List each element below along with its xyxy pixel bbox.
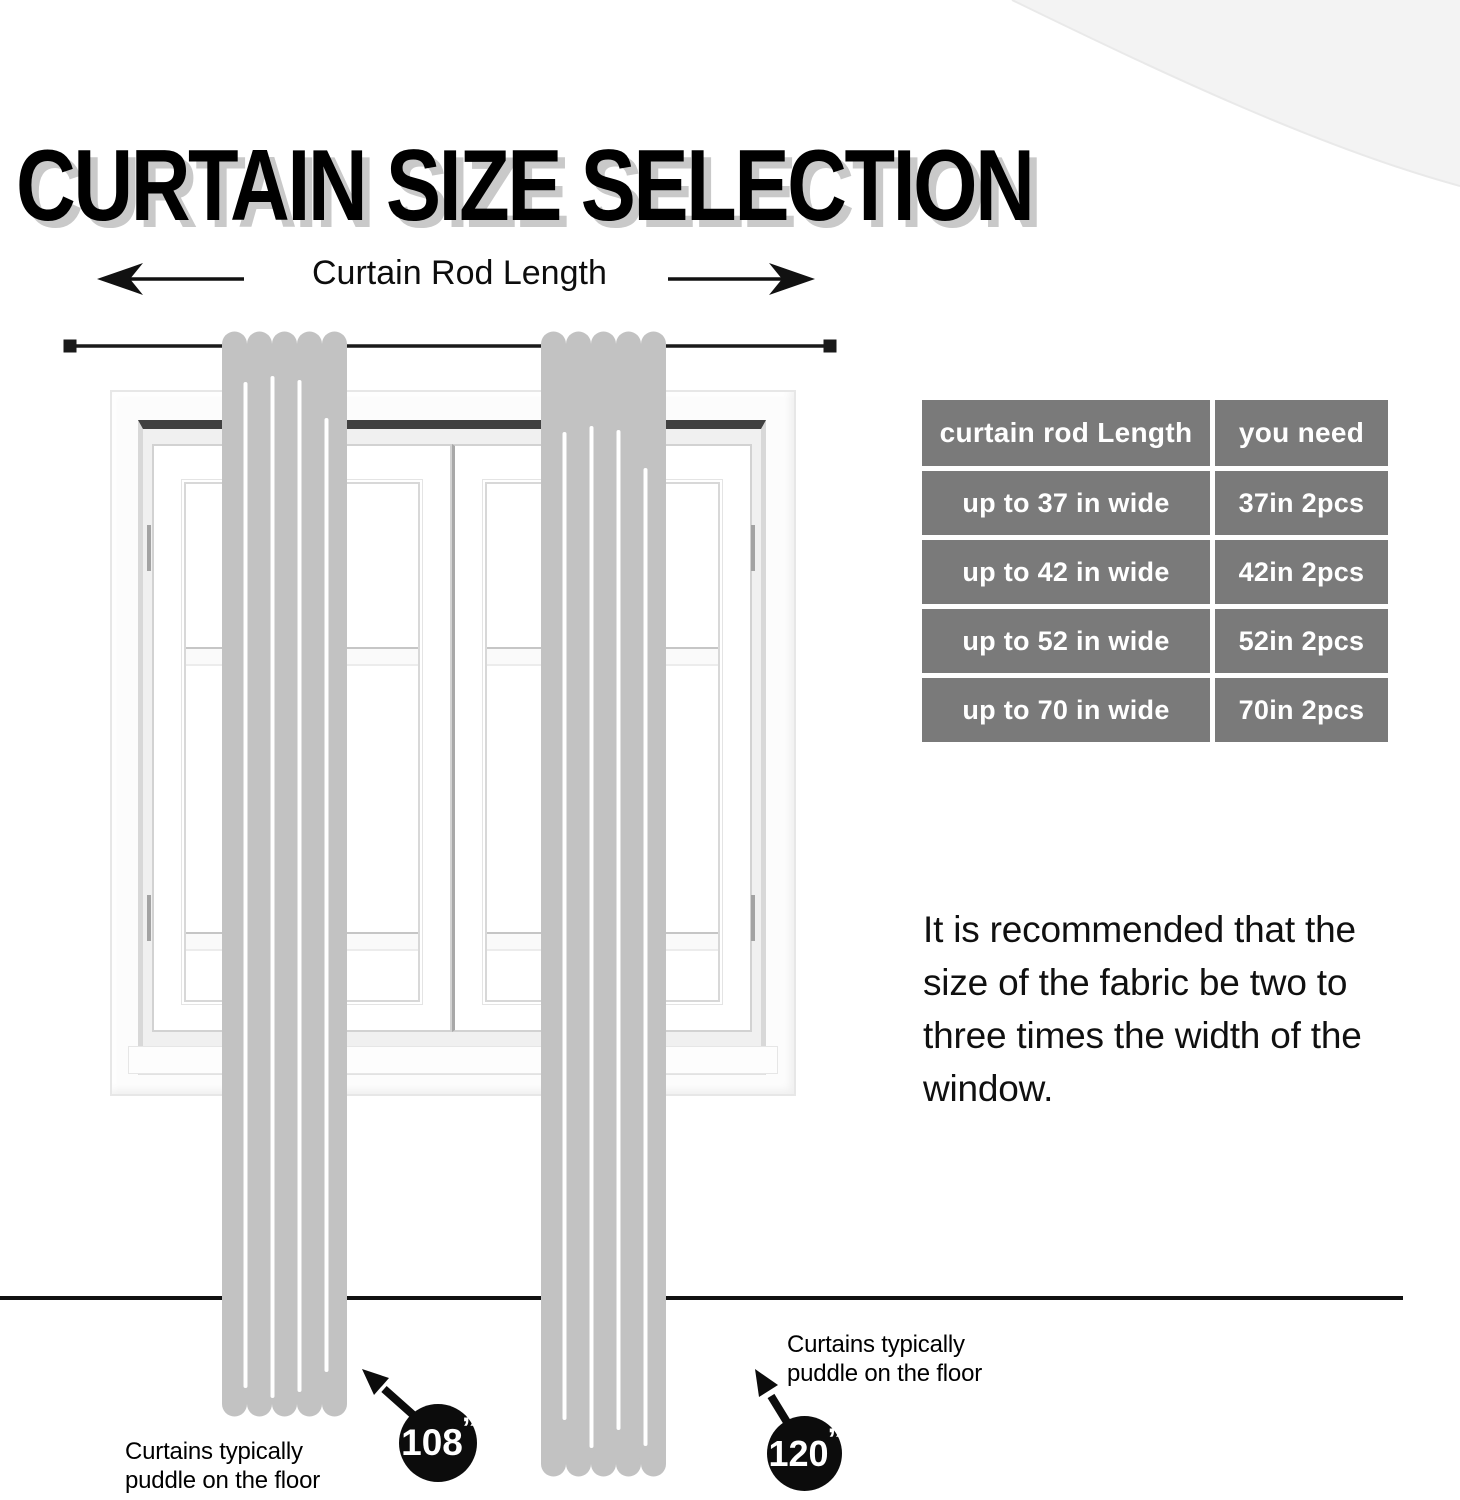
- curtain-rod: [64, 340, 837, 353]
- window-hinge: [751, 895, 755, 941]
- table-header-rod-length: curtain rod Length: [922, 400, 1210, 466]
- size-badge-108: [399, 1404, 477, 1482]
- window-muntin: [186, 932, 418, 951]
- annotation-puddle-right: [787, 1331, 982, 1389]
- table-header-you-need: you need: [1215, 400, 1388, 466]
- window-casement-right: [452, 444, 753, 1032]
- window-casement-left: [152, 444, 452, 1032]
- rod-length-arrow-left: [97, 263, 244, 295]
- table-cell-rod-length: up to 42 in wide: [922, 540, 1210, 604]
- page-title: CURTAIN SIZE SELECTION: [16, 129, 1033, 242]
- window-hinge: [147, 895, 151, 941]
- table-cell-you-need: 52in 2pcs: [1215, 609, 1388, 673]
- table-cell-you-need: 42in 2pcs: [1215, 540, 1388, 604]
- table-cell-rod-length: up to 70 in wide: [922, 678, 1210, 742]
- window-muntin: [186, 647, 418, 666]
- window-sashes: [152, 444, 752, 1032]
- window-muntin: [487, 647, 719, 666]
- annotation-line: puddle on the floor: [787, 1359, 983, 1387]
- window-glass: [184, 482, 420, 1002]
- window-hinge: [147, 525, 151, 571]
- table-cell-rod-length: up to 52 in wide: [922, 609, 1210, 673]
- rod-length-arrow-right: [668, 263, 815, 295]
- window-glass: [485, 482, 721, 1002]
- rod-length-label: Curtain Rod Length: [312, 254, 607, 292]
- window-hinge: [751, 525, 755, 571]
- size-badge-value: 108: [401, 1422, 463, 1463]
- table-cell-you-need: 70in 2pcs: [1215, 678, 1388, 742]
- window-muntin: [487, 932, 719, 951]
- annotation-puddle-left: [125, 1438, 320, 1496]
- recommendation-text: It is recommended that the size of the fabric be two to three times the width of the window.: [923, 909, 1362, 1109]
- table-cell-you-need: 37in 2pcs: [1215, 471, 1388, 535]
- size-badge-value: 120: [768, 1432, 829, 1474]
- annotation-line: Curtains typically: [787, 1331, 965, 1358]
- size-table: [922, 400, 1388, 742]
- annotation-line: Curtains typically: [125, 1438, 303, 1465]
- window-sill: [128, 1046, 778, 1074]
- size-badge-120: [767, 1416, 842, 1491]
- table-cell-rod-length: up to 37 in wide: [922, 471, 1210, 535]
- badge-arrow-120: [755, 1369, 790, 1427]
- annotation-line: puddle on the floor: [125, 1466, 321, 1494]
- inch-mark: ”: [827, 1422, 840, 1456]
- inch-mark: ”: [461, 1412, 474, 1445]
